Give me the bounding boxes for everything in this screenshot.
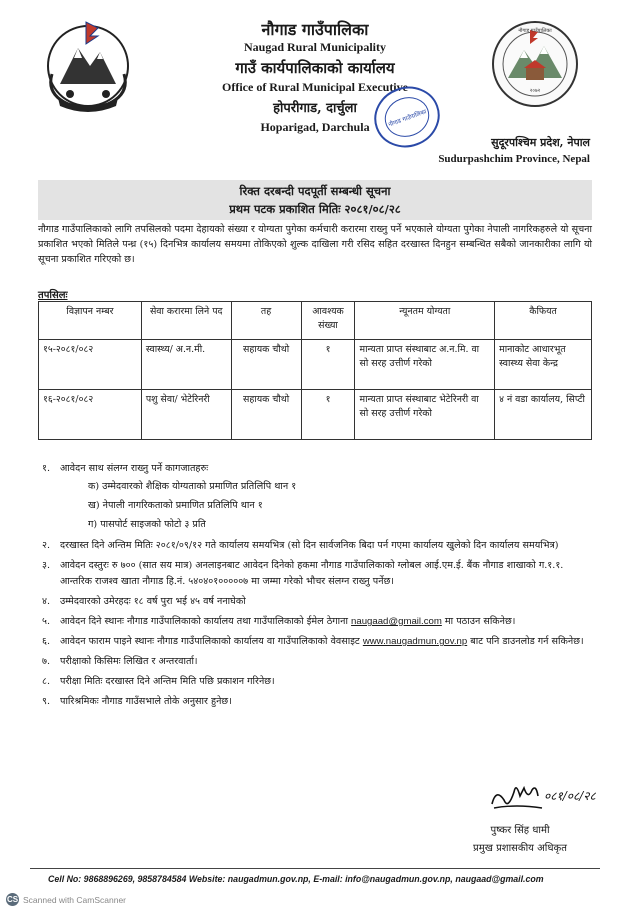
note-item-3 bbox=[38, 558, 593, 590]
header-ad-number: विज्ञापन नम्बर bbox=[39, 302, 142, 340]
cell-ad-number: १६-२०८१/०८२ bbox=[39, 390, 142, 440]
website-link[interactable]: www.naugadmun.gov.np bbox=[362, 636, 468, 647]
province-en: Sudurpashchim Province, Nepal bbox=[438, 153, 590, 165]
note-item-8 bbox=[38, 674, 593, 690]
note-text: आवेदन साथ संलग्न राख्नु पर्ने कागजातहरुः bbox=[60, 463, 209, 474]
cell-post: पशु सेवा/ भेटेरिनरी bbox=[141, 390, 231, 440]
cell-qualification: मान्यता प्राप्त संस्थाबाट भेटेरिनरी वा सो सरह उत्तीर्ण गरेको bbox=[355, 390, 495, 440]
note-item-9 bbox=[38, 694, 593, 710]
cell-ad-number: १५-२०८१/०८२ bbox=[39, 340, 142, 390]
signatory-title: प्रमुख प्रशासकीय अधिकृत bbox=[473, 843, 567, 854]
header-qualification: न्यूनतम योग्यता bbox=[355, 302, 495, 340]
cell-remarks: मानाकोट आधारभूत स्वास्थ्य सेवा केन्द्र bbox=[495, 340, 592, 390]
note-number: १. bbox=[42, 463, 51, 474]
note-sub-b: ख) नेपाली नागरिकताको प्रमाणित प्रतिलिपि थान १ bbox=[88, 500, 263, 511]
footer-divider bbox=[30, 868, 600, 869]
cell-count: १ bbox=[301, 340, 355, 390]
note-number: २. bbox=[42, 540, 51, 551]
cell-post: स्वास्थ्य/ अ.न.मी. bbox=[141, 340, 231, 390]
email-link[interactable]: naugaad@gmail.com bbox=[351, 616, 442, 627]
camscanner-logo-icon: CS bbox=[6, 895, 19, 904]
table-row bbox=[39, 390, 592, 440]
note-text: परीक्षा मितिः दरखास्त दिने अन्तिम मिति पछि प्रकाशन गरिनेछ। bbox=[60, 676, 275, 687]
signature-date: ०८१/०८/२८ bbox=[544, 789, 596, 803]
footer-contact: Cell No: 9868896269, 9858784584 Website: naugadmun.gov.np, E-mail: info@naugadmun.gov.np, naugaad@gmail.com bbox=[48, 874, 544, 884]
note-number: ६. bbox=[42, 636, 51, 647]
note-text: आवेदन दिने स्थानः नौगाड गाउँपालिकाको कार्यालय तथा गाउँपालिकाको ईमेल ठेगाना bbox=[60, 616, 348, 627]
header-level: तह bbox=[231, 302, 301, 340]
note-sub-a: क) उम्मेदवारको शैक्षिक योग्यताको प्रमाणित प्रतिलिपि थान १ bbox=[88, 481, 297, 492]
cell-level: सहायक चौथो bbox=[231, 390, 301, 440]
note-text: आवेदन दस्तुरः रु ७०० (सात सय मात्र) अनलाइनबाट आवेदन दिनेको हकमा नौगाड गाउँपालिकाको ग्लोबल आई.एम.ई. बैंक नौगाड शाखाको ग.१.१. आन्तरिक राजश्व खाता नौगाड हि.नं. ५४०४०१०००००७ मा जम्मा गरेको भौचर संलग्न राख्नु पर्नेछ। bbox=[60, 560, 564, 587]
nepal-emblem-icon bbox=[38, 14, 138, 114]
municipality-logo-icon bbox=[490, 18, 580, 110]
municipality-name-np: नौगाड गाउँपालिका bbox=[261, 20, 369, 39]
note-number: ७. bbox=[42, 656, 51, 667]
note-item-7 bbox=[38, 654, 593, 670]
header-remarks: कैफियत bbox=[495, 302, 592, 340]
note-number: ३. bbox=[42, 560, 51, 571]
note-number: ८. bbox=[42, 676, 51, 687]
address-np: होपरीगाड, दार्चुला bbox=[273, 101, 357, 116]
note-item-6 bbox=[38, 634, 593, 650]
cell-level: सहायक चौथो bbox=[231, 340, 301, 390]
notice-title: रिक्त दरबन्दी पदपूर्ती सम्बन्धी सूचना bbox=[239, 184, 391, 198]
scanner-text: Scanned with CamScanner bbox=[23, 894, 127, 905]
note-text: दरखास्त दिने अन्तिम मितिः २०८१/०९/१२ गते कार्यालय समयभित्र (सो दिन सार्वजनिक बिदा पर्न गएमा कार्यालय खुलेको दिन कार्यालय समयभित्र) bbox=[60, 540, 559, 551]
note-number: ५. bbox=[42, 616, 51, 627]
note-text-end: मा पठाउन सकिनेछ। bbox=[444, 616, 516, 627]
province-np: सुदूरपश्चिम प्रदेश, नेपाल bbox=[491, 136, 590, 149]
details-label: तपसिलः bbox=[38, 290, 68, 301]
note-sub-c: ग) पासपोर्ट साइजको फोटो ३ प्रति bbox=[88, 519, 206, 530]
note-text: उम्मेदवारको उमेरहदः १८ वर्ष पुरा भई ४५ वर्ष ननाघेको bbox=[60, 596, 246, 607]
logo-year: २०७२ bbox=[529, 88, 541, 94]
note-text-end: बाट पनि डाउनलोड गर्न सकिनेछ। bbox=[470, 636, 584, 647]
notes-list bbox=[38, 461, 593, 714]
notice-published-date: प्रथम पटक प्रकाशित मितिः २०८१/०८/२८ bbox=[229, 202, 401, 216]
office-name-en: Office of Rural Municipal Executive bbox=[222, 80, 408, 94]
note-number: ९. bbox=[42, 696, 51, 707]
note-text: परीक्षाको किसिमः लिखित र अन्तरवार्ता। bbox=[60, 656, 198, 667]
vacancy-table bbox=[38, 301, 592, 440]
note-item-5 bbox=[38, 614, 593, 630]
signatory-name: पुष्कर सिंह धामी bbox=[490, 825, 550, 836]
handwritten-signature-icon bbox=[486, 770, 596, 818]
note-item-4 bbox=[38, 594, 593, 610]
note-text: पारिश्रमिकः नौगाड गाउँसभाले तोके अनुसार हुनेछ। bbox=[60, 696, 232, 707]
cell-remarks: ४ नं वडा कार्यालय, सिप्टी bbox=[495, 390, 592, 440]
table-row bbox=[39, 340, 592, 390]
office-name-np: गाउँ कार्यपालिकाको कार्यालय bbox=[235, 59, 395, 77]
scanner-watermark bbox=[6, 893, 206, 906]
note-item-1 bbox=[38, 461, 593, 534]
notice-intro-paragraph: नौगाड गाउँपालिकाको लागि तपसिलको पदमा देहायको संख्या र योग्यता पुगेका कर्मचारी करारमा राख्नु पर्ने भएकाले योग्यता पुगेका नेपाली नागरिकहरुले यो सूचना प्रकाशित भएको मितिले पन्ध्र (१५) दिनभित्र कार्यालय समयमा तोकिएको शुल्क दाखिला गरी रसिद सहित दरखास्त दिनहुन सम्बन्धित सबैको जानकारीका लागि यो सूचना प्रकाशित गरिएको छ। bbox=[38, 224, 592, 265]
cell-qualification: मान्यता प्राप्त संस्थाबाट अ.न.मि. वा सो सरह उत्तीर्ण गरेको bbox=[355, 340, 495, 390]
address-en: Hoparigad, Darchula bbox=[260, 120, 370, 134]
header-count: आवश्यक संख्या bbox=[301, 302, 355, 340]
note-text: आवेदन फाराम पाइने स्थानः नौगाड गाउँपालिकाको कार्यालय वा गाउँपालिकाको वेवसाइट bbox=[60, 636, 360, 647]
header-post: सेवा करारमा लिने पद bbox=[141, 302, 231, 340]
note-item-2 bbox=[38, 538, 593, 554]
table-header-row bbox=[39, 302, 592, 340]
logo-arc-text: नौगाड गाउँपालिका bbox=[518, 28, 552, 34]
note-number: ४. bbox=[42, 596, 51, 607]
municipality-name-en: Naugad Rural Municipality bbox=[243, 40, 387, 54]
notice-title-box bbox=[38, 180, 592, 220]
cell-count: १ bbox=[301, 390, 355, 440]
stamp-text: नौगाड गाउँपालिका bbox=[387, 108, 428, 129]
